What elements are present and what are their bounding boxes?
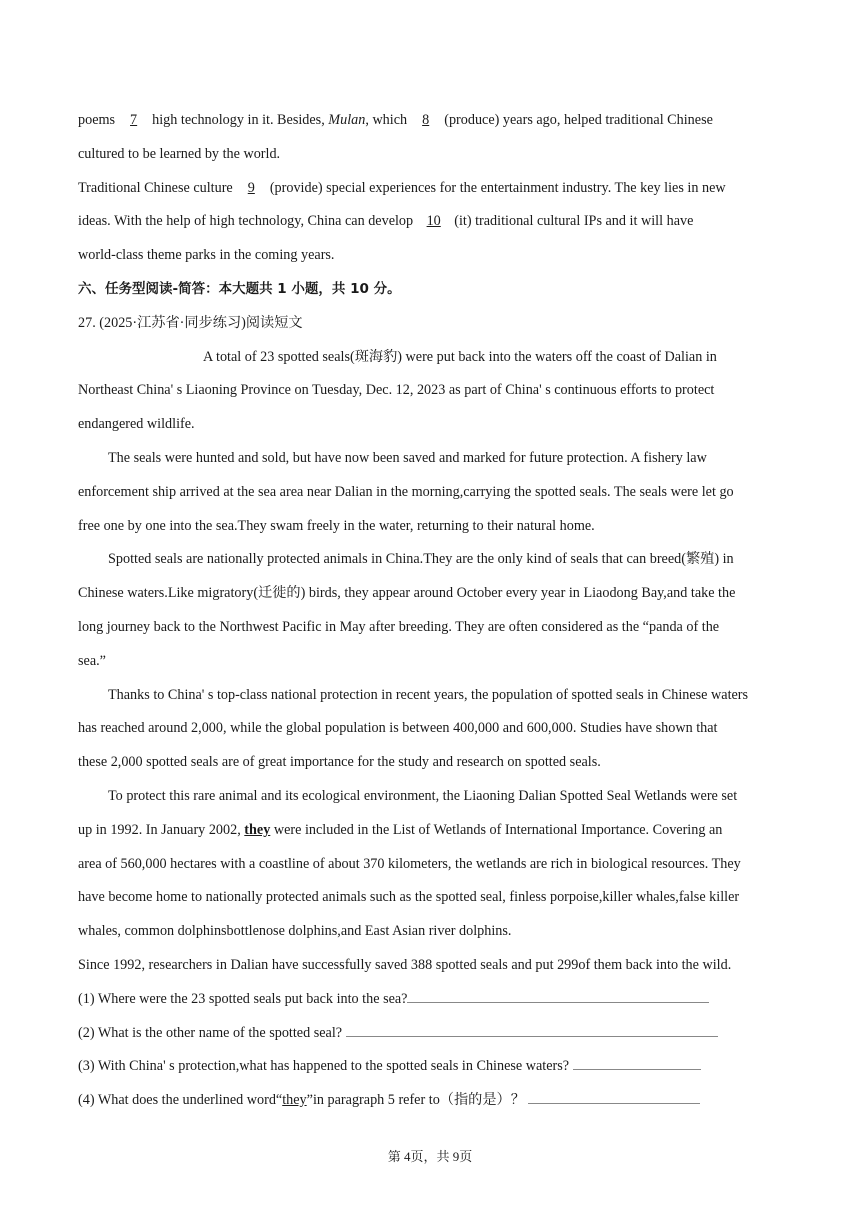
question-3 — [78, 1050, 784, 1084]
text: Traditional Chinese culture — [78, 179, 237, 196]
text: (produce) years ago, helped traditional Chinese — [440, 112, 713, 128]
answer-line-3[interactable] — [573, 1055, 701, 1070]
question-text: (3) With China' s protection,what has happened to the spotted seals in Chinese waters? — [78, 1058, 573, 1075]
text-line — [78, 104, 784, 138]
passage-line: whales, common dolphinsbottlenose dolphins,and East Asian river dolphins. — [78, 923, 512, 940]
document-page — [78, 104, 784, 1118]
passage-line: these 2,000 spotted seals are of great importance for the study and research on spotted seals. — [78, 754, 601, 771]
passage-line: enforcement ship arrived at the sea area near Dalian in the morning,carrying the spotted seals. The seals were let go — [78, 483, 734, 500]
passage-line: To protect this rare animal and its ecological environment, the Liaoning Dalian Spotted Seal Wetlands were set — [108, 787, 738, 804]
passage-line: Spotted seals are nationally protected animals in China.They are the only kind of seals that can breed(繁殖) in — [108, 551, 734, 568]
text: poems — [78, 112, 119, 128]
text: were included in the List of Wetlands of International Importance. Covering an — [270, 821, 723, 838]
text-line: cultured to be learned by the world. — [78, 145, 281, 162]
passage-line: long journey back to the Northwest Pacific in May after breeding. They are often considered as the “panda of the — [78, 618, 720, 635]
passage-line: Northeast China' s Liaoning Province on Tuesday, Dec. 12, 2023 as part of China' s continuous efforts to protect — [78, 382, 715, 399]
answer-line-4[interactable] — [528, 1089, 700, 1104]
text: (it) traditional cultural IPs and it will have — [450, 213, 694, 230]
section-heading: 六、任务型阅读-简答：本大题共 1 小题，共 10 分。 — [78, 280, 401, 297]
text: , which — [365, 112, 411, 128]
question-4 — [78, 1084, 784, 1118]
text: ideas. With the help of high technology, China can develop — [78, 213, 417, 230]
question-text: (4) What does the underlined word“ — [78, 1092, 283, 1109]
passage-line: endangered wildlife. — [78, 416, 195, 433]
passage-line: area of 560,000 hectares with a coastline of about 370 kilometers, the wetlands are rich in biological resources. They — [78, 855, 741, 872]
text-line: world-class theme parks in the coming years. — [78, 247, 335, 264]
passage-line: Since 1992, researchers in Dalian have successfully saved 388 spotted seals and put 299of them back into the wild. — [78, 956, 732, 973]
passage-line: free one by one into the sea.They swam freely in the water, returning to their natural home. — [78, 517, 595, 534]
question-text: (1) Where were the 23 spotted seals put back into the sea? — [78, 990, 408, 1007]
text-line — [78, 172, 784, 206]
answer-line-1[interactable] — [407, 988, 709, 1003]
blank-7: 7 — [130, 112, 138, 128]
blank-9: 9 — [247, 179, 255, 196]
title-mulan: Mulan — [328, 112, 366, 128]
passage-line: Chinese waters.Like migratory(迁徙的) birds, they appear around October every year in Liaodong Bay,and take the — [78, 585, 736, 602]
text: high technology in it. Besides, — [148, 112, 329, 128]
text-line — [78, 205, 784, 239]
question-text: ”in paragraph 5 refer to（指的是）？ — [306, 1092, 529, 1109]
underlined-word-they: they — [244, 821, 271, 838]
passage-line: has reached around 2,000, while the global population is between 400,000 and 600,000. Studies have shown that — [78, 720, 718, 737]
question-2 — [78, 1017, 784, 1051]
text: (provide) special experiences for the entertainment industry. The key lies in new — [266, 179, 726, 196]
question-1 — [78, 983, 784, 1017]
passage-line: Thanks to China' s top-class national protection in recent years, the population of spotted seals in Chinese waters — [108, 686, 749, 703]
text: up in 1992. In January 2002, — [78, 821, 245, 838]
question-label: 27. (2025·江苏省·同步练习)阅读短文 — [78, 314, 303, 331]
passage-line: sea.” — [78, 652, 106, 669]
underlined-word-they: they — [282, 1092, 307, 1109]
passage-line: A total of 23 spotted seals(斑海豹) were put back into the waters off the coast of Dalian in — [203, 348, 717, 365]
question-text: (2) What is the other name of the spotted seal? — [78, 1024, 346, 1041]
passage-line — [78, 814, 784, 848]
page-footer: 第 4页，共 9页 — [387, 1149, 473, 1164]
answer-line-2[interactable] — [346, 1022, 718, 1037]
passage-line: The seals were hunted and sold, but have now been saved and marked for future protection. A fishery law — [108, 449, 707, 466]
blank-10: 10 — [426, 213, 441, 230]
blank-8: 8 — [422, 112, 430, 128]
passage-line: have become home to nationally protected animals such as the spotted seal, finless porpoise,killer whales,false killer — [78, 889, 740, 906]
